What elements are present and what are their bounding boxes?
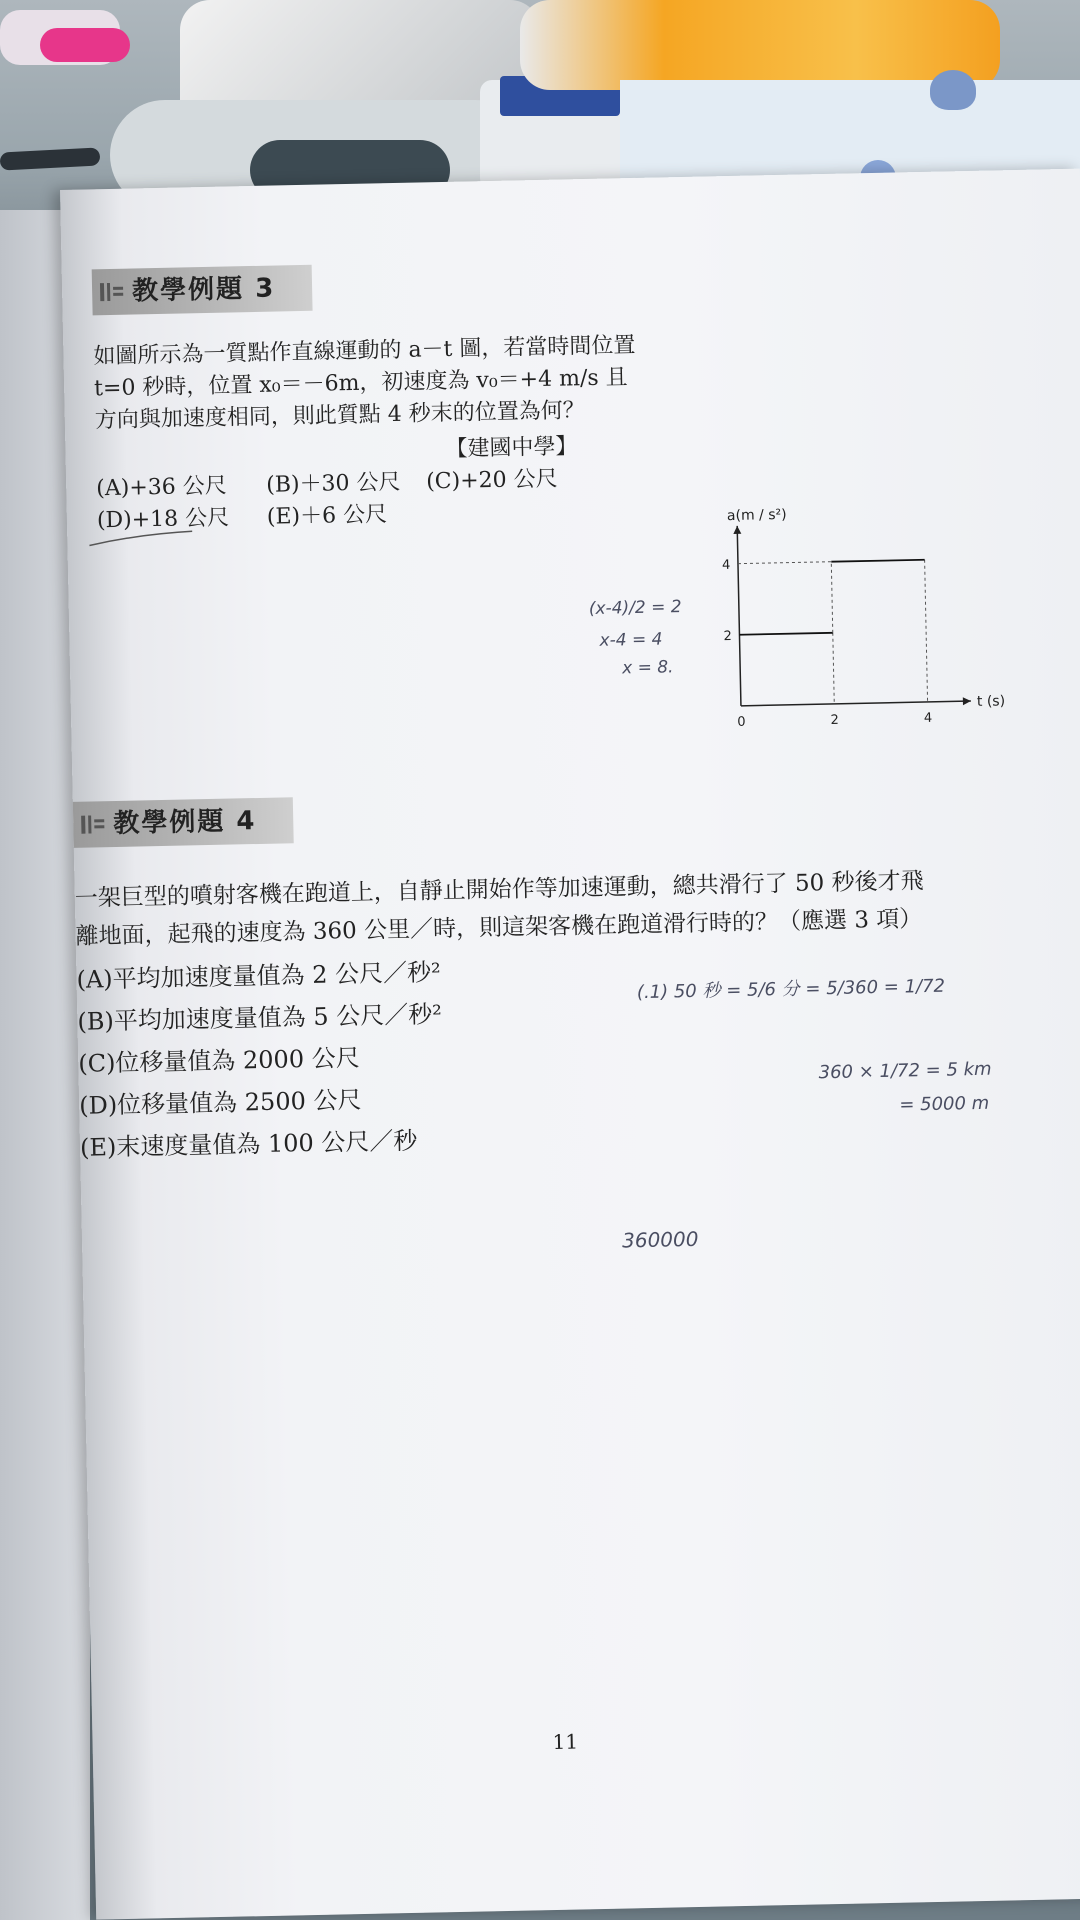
example4-title: 教學例題 4 <box>112 806 257 840</box>
example3-line1: 如圖所示為一質點作直線運動的 a－t 圖，若當時間位置 <box>93 332 636 370</box>
handwriting3-line3: x = 8. <box>621 657 674 679</box>
example4-header <box>73 797 294 848</box>
example4-option-a: (A)平均加速度量值為 2 公尺／秒² <box>76 958 441 994</box>
example3-header <box>92 265 313 316</box>
page-number: 11 <box>552 1729 579 1755</box>
at-graph <box>707 500 1012 746</box>
example3-source: 【建國中學】 <box>445 434 578 462</box>
example3-line3: 方向與加速度相同，則此質點 4 秒末的位置為何？ <box>94 398 585 434</box>
handwriting4-eq2: 360 × 1/72 = 5 km <box>818 1058 992 1084</box>
x-axis-arrow <box>963 697 971 705</box>
step-jump <box>831 562 832 633</box>
y-axis-arrow <box>733 526 741 534</box>
example3-option-b: (B)＋30 公尺 <box>265 469 401 498</box>
y-axis <box>737 526 741 706</box>
guide-y4 <box>738 562 831 564</box>
example4-line2: 離地面，起飛的速度為 360 公里／時，則這架客機在跑道滑行時的？（應選 3 項） <box>75 906 923 950</box>
example4-option-c: (C)位移量值為 2000 公尺 <box>78 1043 360 1078</box>
handwriting3-line2: x-4 = 4 <box>599 629 663 651</box>
book-tab-icon <box>79 811 108 838</box>
x-tick-label: 2 <box>830 712 840 728</box>
pink-marker <box>40 28 130 62</box>
guide-x4 <box>925 560 928 702</box>
answer-underline <box>87 527 197 549</box>
guide-x2 <box>833 633 834 704</box>
y-tick-label: 2 <box>723 628 732 645</box>
x-tick-label: 4 <box>923 710 933 727</box>
x-tick-label: 0 <box>737 714 746 730</box>
handwriting3-line1: (x-4)/2 = 2 <box>588 597 682 620</box>
example3-option-e: (E)＋6 公尺 <box>266 502 388 530</box>
example4-option-b: (B)平均加速度量值為 5 公尺／秒² <box>77 1000 443 1036</box>
example3-option-a: (A)+36 公尺 <box>96 473 227 502</box>
correction-tape <box>520 0 1000 90</box>
segment-2-4 <box>831 560 924 562</box>
x-axis-label: t (s) <box>976 693 1006 710</box>
handwriting4-note: 360000 <box>621 1226 699 1253</box>
example4-option-d: (D)位移量值為 2500 公尺 <box>78 1085 362 1120</box>
book-tab-icon <box>98 279 127 306</box>
example4-line1: 一架巨型的噴射客機在跑道上，自靜止開始作等加速運動，總共滑行了 50 秒後才飛 <box>74 868 924 912</box>
segment-0-2 <box>739 633 832 635</box>
x-axis <box>741 701 971 706</box>
heart-icon <box>930 70 976 110</box>
textbook-page <box>60 169 1080 1920</box>
black-pen <box>0 147 100 170</box>
example3-option-d: (D)+18 公尺 <box>96 505 230 534</box>
example3-title: 教學例題 3 <box>131 273 276 307</box>
handwriting4-eq1: (.1) 50 秒 = 5/6 分 = 5/360 = 1/72 <box>636 975 946 1004</box>
example3-option-c: (C)+20 公尺 <box>425 466 558 495</box>
example4-option-e: (E)末速度量值為 100 公尺／秒 <box>79 1126 418 1162</box>
y-axis-label: a(m / s²) <box>726 506 787 525</box>
y-tick-label: 4 <box>721 557 731 573</box>
handwriting4-eq3: = 5000 m <box>899 1092 990 1116</box>
example3-line2: t=0 秒時，位置 x₀＝－6m，初速度為 v₀＝+4 m/s 且 <box>93 365 628 402</box>
